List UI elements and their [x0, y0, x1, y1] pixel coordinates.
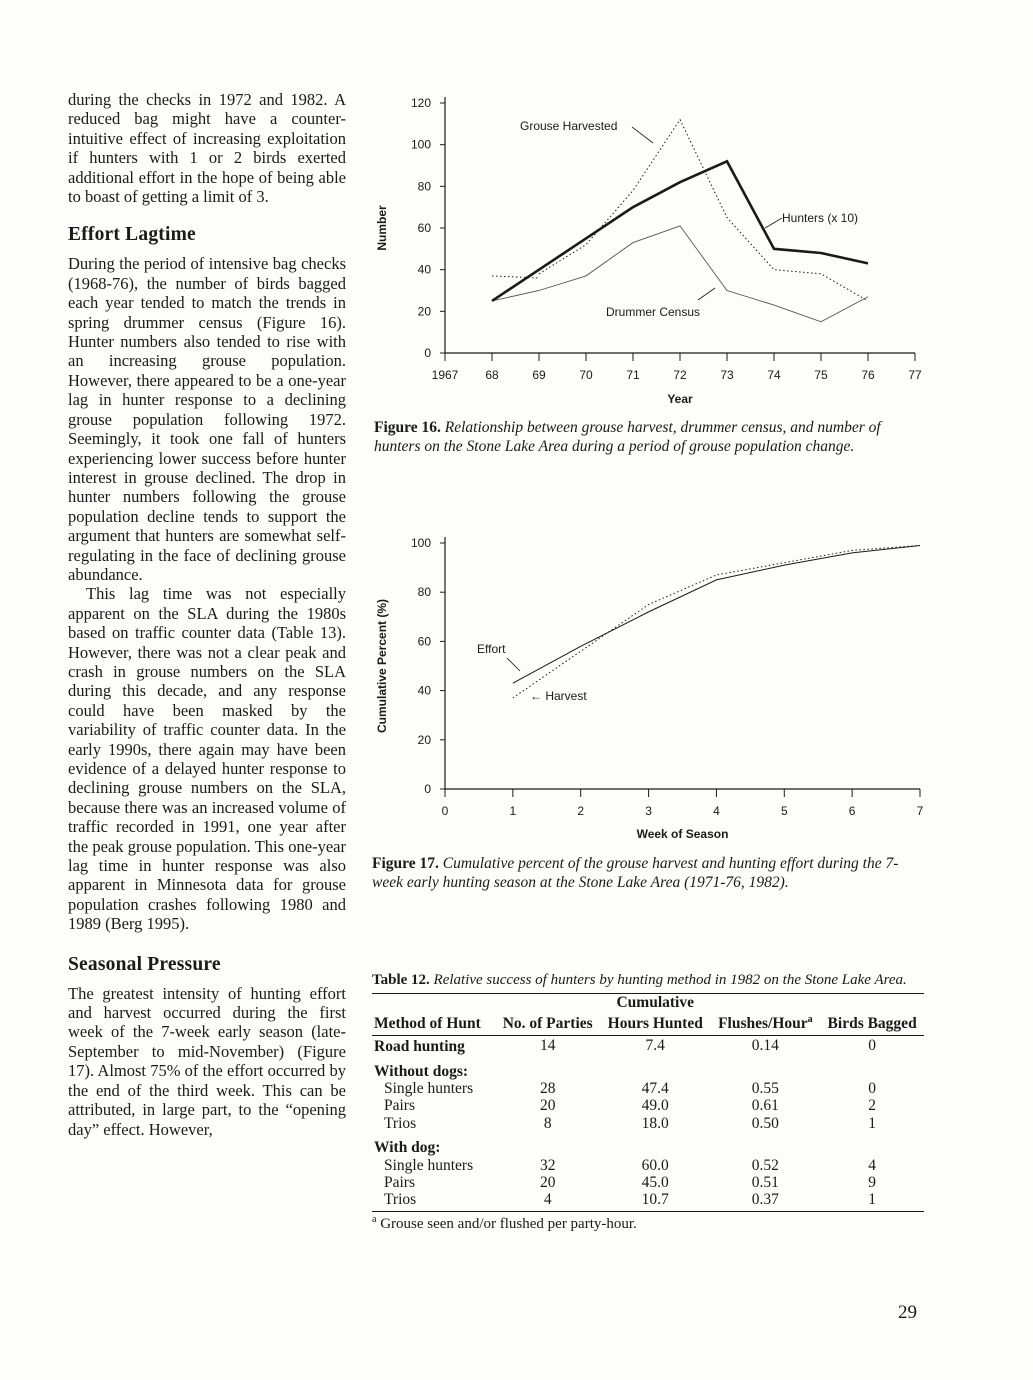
- y-tick-label: 60: [417, 221, 431, 235]
- table-cell: 7.4: [645, 1037, 665, 1055]
- table-cell: 14: [539, 1037, 556, 1055]
- paragraph: This lag time was not especially apparent on the SLA during the 1980s based on traffic counter data (Table 13). However, there was not a clear peak and crash in grouse numbers on the SLA during this decade, and any response could have been masked by the variability of traffic counter data. In the early 1990s, there again may have been evidence of a delayed hunter response to declining grouse numbers on the SLA, because there was an increased volume of traffic recorded in 1991, one year after the peak grouse population. This one-year lag time in hunter response was also apparent in Minnesota data for grouse population crashes following 1980 and 1989 (Berg 1995).: [68, 584, 346, 934]
- table-row: [372, 1115, 924, 1132]
- figure-17-caption: [372, 854, 924, 892]
- x-tick-label: 2: [577, 804, 585, 818]
- y-tick-label: 120: [410, 96, 431, 110]
- table-label: Table 12.: [372, 972, 430, 988]
- table-cell: 18.0: [641, 1114, 669, 1132]
- left-text-column: [68, 90, 346, 1139]
- table-cell: 0.55: [751, 1079, 779, 1097]
- column-header: Birds Bagged: [820, 1011, 924, 1036]
- y-tick-label: 20: [417, 732, 431, 747]
- figure-16-caption: [374, 418, 919, 456]
- caption-text: Cumulative percent of the grouse harvest and hunting effort during the 7-week early hunting season at the Stone Lake Area (1971-76, 1982).: [372, 855, 899, 891]
- column-header: No. of Parties: [495, 1011, 600, 1036]
- table-footnote: [372, 1214, 924, 1233]
- table-cell: 0: [868, 1037, 876, 1055]
- annotation-arrow: [632, 127, 653, 143]
- table-cell: 2: [868, 1097, 876, 1115]
- footnote-marker: a: [372, 1213, 377, 1225]
- table-cell: 47.4: [641, 1079, 669, 1097]
- x-tick-label: 76: [861, 368, 875, 382]
- table-cell: 0.50: [751, 1114, 779, 1132]
- table-cell: 0: [868, 1079, 876, 1097]
- annotation-grouse-harvested: Grouse Harvested: [520, 119, 618, 133]
- table-group-row: [372, 1056, 924, 1080]
- table-cell: 20: [539, 1174, 556, 1191]
- series-line-hunters: [492, 161, 868, 301]
- y-tick-label: 100: [410, 536, 431, 550]
- x-tick-label: 1: [509, 804, 517, 818]
- section-heading: Effort Lagtime: [68, 224, 196, 246]
- series-line-harvest: [513, 545, 920, 698]
- table-title-text: Relative success of hunters by hunting method in 1982 on the Stone Lake Area.: [433, 972, 907, 988]
- figure-16: [360, 85, 930, 420]
- paragraph: during the checks in 1972 and 1982. A reduced bag might have a counter-intuitive effect of increasing exploitation if hunters with 1 or 2 birds exerted additional effort in the hope of being able to boast of getting a limit of 3.: [68, 90, 346, 207]
- table-cell: 1: [820, 1191, 924, 1211]
- y-tick-label: 0: [424, 346, 431, 360]
- x-tick-label: 7: [916, 804, 924, 818]
- table-cell: 20: [539, 1097, 556, 1115]
- annotation-effort: Effort: [477, 642, 506, 656]
- row-label: Trios: [372, 1191, 495, 1211]
- x-tick-label: 72: [673, 368, 687, 382]
- y-tick-label: 100: [410, 137, 431, 152]
- table-row: [372, 1097, 924, 1114]
- row-label: Road hunting: [374, 1038, 465, 1056]
- table-title: [372, 972, 924, 989]
- x-tick-label: 3: [645, 804, 652, 818]
- annotation-arrow: [698, 288, 715, 300]
- figure-17: [360, 525, 930, 855]
- caption-label: Figure 16.: [374, 419, 441, 436]
- row-label: Single hunters: [384, 1079, 474, 1097]
- y-tick-label: 40: [417, 683, 431, 698]
- x-axis-label: Year: [667, 392, 693, 406]
- y-axis-label: Number: [375, 205, 389, 251]
- annotation-drummer-census: Drummer Census: [606, 305, 701, 319]
- x-tick-label: 73: [720, 368, 734, 382]
- y-axis-label: Cumulative Percent (%): [375, 598, 389, 734]
- table-cell: 4: [868, 1156, 876, 1174]
- x-tick-label: 4: [713, 804, 720, 818]
- table: [372, 993, 924, 1212]
- annotation-arrow: [765, 218, 782, 228]
- footnote-text: Grouse seen and/or flushed per party-hour.: [380, 1215, 637, 1232]
- row-label: Pairs: [384, 1097, 415, 1115]
- y-tick-label: 20: [417, 304, 431, 319]
- series-line-effort: [513, 545, 920, 683]
- table-cell: 28: [539, 1079, 556, 1097]
- page-number: 29: [898, 1302, 917, 1323]
- table-group-row: [372, 1132, 924, 1156]
- table-cell: 10.7: [600, 1191, 710, 1211]
- table-cell: 4: [495, 1191, 600, 1211]
- y-tick-label: 60: [417, 634, 431, 649]
- annotation-arrow: [507, 658, 520, 671]
- caption-label: Figure 17.: [372, 855, 439, 872]
- annotation-hunters: Hunters (x 10): [782, 211, 859, 225]
- column-header: Cumulative: [616, 994, 694, 1011]
- x-tick-label: 1967: [431, 368, 459, 382]
- table-cell: 1: [868, 1114, 876, 1132]
- x-tick-label: 77: [908, 368, 922, 382]
- table-row: [372, 1174, 924, 1191]
- table-cell: 0.52: [751, 1156, 779, 1174]
- figure-16-chart: [360, 85, 930, 415]
- table-row: [372, 1157, 924, 1174]
- column-header-text: Flushes/Hour: [718, 1015, 808, 1033]
- table-cell: 60.0: [641, 1156, 669, 1174]
- table-cell: 8: [543, 1114, 552, 1132]
- y-tick-label: 80: [417, 179, 431, 194]
- y-tick-label: 80: [417, 585, 431, 600]
- caption-text: Relationship between grouse harvest, drummer census, and number of hunters on the Stone Lake Area during a period of grouse population change.: [374, 419, 881, 455]
- table-12: [372, 972, 924, 1233]
- table-cell: 0.61: [751, 1097, 779, 1115]
- x-tick-label: 68: [485, 368, 499, 382]
- y-tick-label: 0: [424, 782, 431, 796]
- table-cell: 45.0: [641, 1174, 669, 1191]
- table-cell: 9: [868, 1174, 876, 1191]
- x-tick-label: 70: [579, 368, 593, 382]
- column-header: Hours Hunted: [600, 1011, 710, 1036]
- x-tick-label: 0: [441, 804, 449, 818]
- x-tick-label: 69: [532, 368, 546, 382]
- series-line-grouse-harvested-start: [492, 276, 539, 278]
- column-header: Method of Hunt: [372, 1011, 495, 1036]
- figure-17-chart: [360, 525, 930, 850]
- table-row: [372, 1080, 924, 1097]
- y-tick-label: 40: [417, 262, 431, 277]
- column-header: [710, 1011, 820, 1036]
- footnote-marker: a: [807, 1014, 813, 1025]
- paragraph: The greatest intensity of hunting effort and harvest occurred during the first week of the 7-week early season (late-September to mid-November) (Figure 17). Almost 75% of the effort occurred by the end of the third week. This can be attributed, in large part, to the “opening day” effect. However,: [68, 983, 346, 1139]
- x-tick-label: 75: [814, 368, 828, 382]
- section-heading: Seasonal Pressure: [68, 953, 221, 975]
- paragraph: During the period of intensive bag checks (1968-76), the number of birds bagged each year tended to match the trends in spring drummer census (Figure 16). Hunter numbers also tended to rise with an increasing grouse population. However, there appeared to be a one-year lag in hunter response to a declining grouse population following 1972. Seemingly, it took one fall of hunters experiencing lower success before hunter interest in grouse declined. The drop in hunter numbers following the grouse population decline tends to support the argument that hunters are somewhat self-regulating in the face of declining grouse abundance.: [68, 254, 346, 584]
- annotation-harvest: ← Harvest: [530, 689, 587, 703]
- row-label: Pairs: [384, 1174, 415, 1191]
- x-tick-label: 5: [780, 804, 788, 818]
- table-cell: 32: [539, 1156, 556, 1174]
- group-label: Without dogs:: [374, 1062, 469, 1080]
- table-cell: 0.37: [710, 1191, 820, 1211]
- table-row: [372, 1036, 924, 1056]
- x-axis-label: Week of Season: [636, 827, 729, 841]
- x-tick-label: 6: [848, 804, 856, 818]
- row-label: Trios: [384, 1114, 417, 1132]
- x-tick-label: 71: [626, 368, 640, 382]
- table-cell: 49.0: [641, 1097, 669, 1115]
- x-tick-label: 74: [767, 368, 781, 382]
- row-label: Single hunters: [384, 1156, 474, 1174]
- group-label: With dog:: [374, 1139, 441, 1157]
- table-cell: 0.51: [751, 1174, 779, 1191]
- table-cell: 0.14: [751, 1037, 779, 1055]
- table-row: [372, 1191, 924, 1211]
